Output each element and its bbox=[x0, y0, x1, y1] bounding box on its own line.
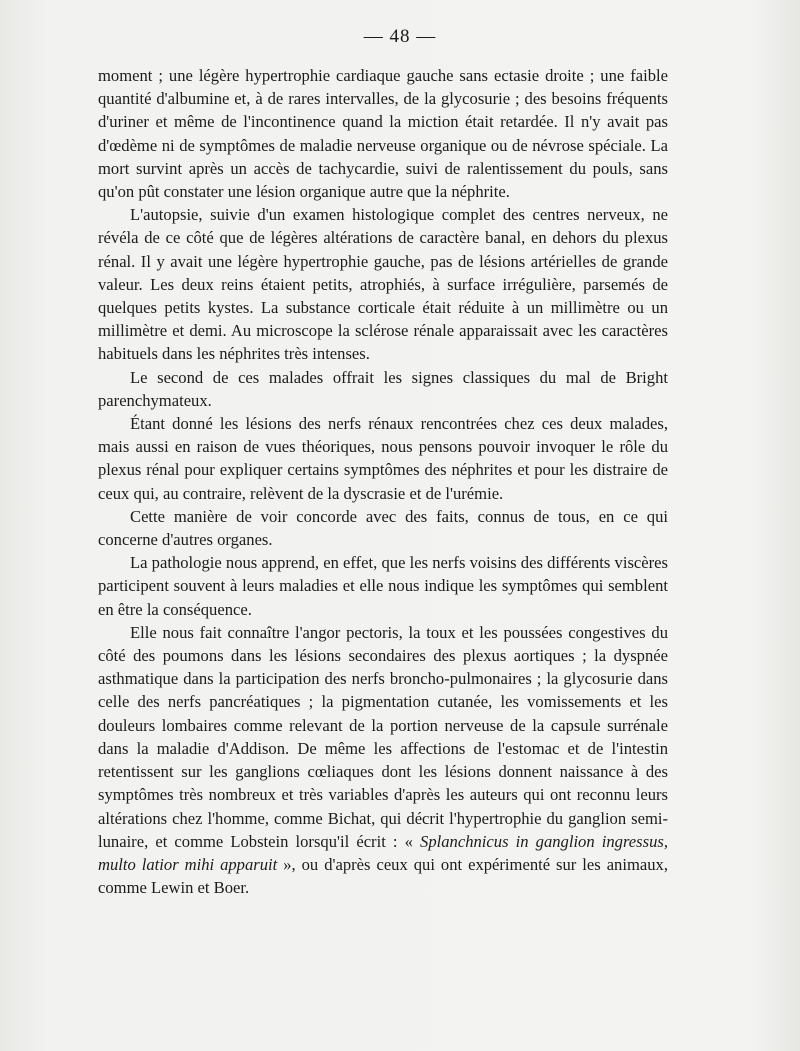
paragraph-1: moment ; une légère hypertrophie cardiaque gauche sans ectasie droite ; une faible quantité d'albumine et, à de rares intervalles, de la glycosurie ; des besoins fréquents d'uriner et même de l'incontinence quand la miction était retardée. Il n'y avait pas d'œdème ni de symptômes de maladie nerveuse organique ou de névrose spéciale. La mort survint après un accès de tachycardie, suivi de ralentissement du pouls, sans qu'on pût constater une lésion organique autre que la néphrite. bbox=[98, 66, 668, 202]
paragraph-2: L'autopsie, suivie d'un examen histologique complet des centres nerveux, ne révéla de ce côté que de légères altérations de caractère banal, en dehors du plexus rénal. Il y avait une légère hypertrophie gauche, pas de lésions artérielles de grande valeur. Les deux reins étaient petits, atrophiés, à surface irrégulière, parsemés de quelques petits kystes. La substance corticale était réduite à un millimètre ou un millimètre et demi. Au microscope la sclérose rénale apparaissait avec les caractères habituels dans les néphrites très intenses. bbox=[98, 205, 668, 364]
paragraph-7-text: Elle nous fait connaître l'angor pectoris, la toux et les poussées congestives du côté des poumons dans les lésions secondaires des plexus aortiques ; la dyspnée asthmatique dans la participation des nerfs broncho-pulmonaires ; la glycosurie dans celle des nerfs pancréatiques ; la pigmentation cutanée, les vomissements et les douleurs lombaires comme relevant de la portion nerveuse de la capsule surrénale dans la maladie d'Addison. De même les affections de l'estomac et de l'intestin retentissent sur les ganglions cœliaques dont les lésions donnent naissance à des symptômes très nombreux et très variables d'après les auteurs qui ont reconnu leurs altérations chez l'homme, comme Bichat, qui décrit l'hypertrophie du ganglion semi-lunaire, et comme Lobstein lorsqu'il écrit : « bbox=[98, 622, 668, 851]
paragraph-7-tail: », ou d'après ceux qui ont expérimenté sur les animaux, comme Lewin et Boer. bbox=[98, 854, 668, 898]
paragraph-3: Le second de ces malades offrait les signes classiques du mal de Bright parenchymateux. bbox=[98, 367, 668, 410]
text-body bbox=[98, 64, 668, 899]
paragraph-6: La pathologie nous apprend, en effet, que les nerfs voisins des différents viscères participent souvent à leurs maladies et elle nous indique les symptômes qui semblent en être la conséquence. bbox=[98, 553, 668, 619]
paragraph-4: Étant donné les lésions des nerfs rénaux rencontrées chez ces deux malades, mais aussi en raison de vues théoriques, nous pensons pouvoir invoquer le rôle du plexus rénal pour expliquer certains symptômes des néphrites et pour les distraire de ceux qui, au contraire, relèvent de la dyscrasie et de l'urémie. bbox=[98, 414, 668, 503]
page-number: — 48 — bbox=[363, 26, 437, 47]
paragraph-5: Cette manière de voir concorde avec des faits, connus de tous, en ce qui concerne d'autres organes. bbox=[98, 506, 668, 550]
latin-quote: Splanchnicus in ganglion ingressus, multo latior mihi apparuit bbox=[98, 831, 668, 874]
paragraph-7 bbox=[98, 621, 668, 899]
